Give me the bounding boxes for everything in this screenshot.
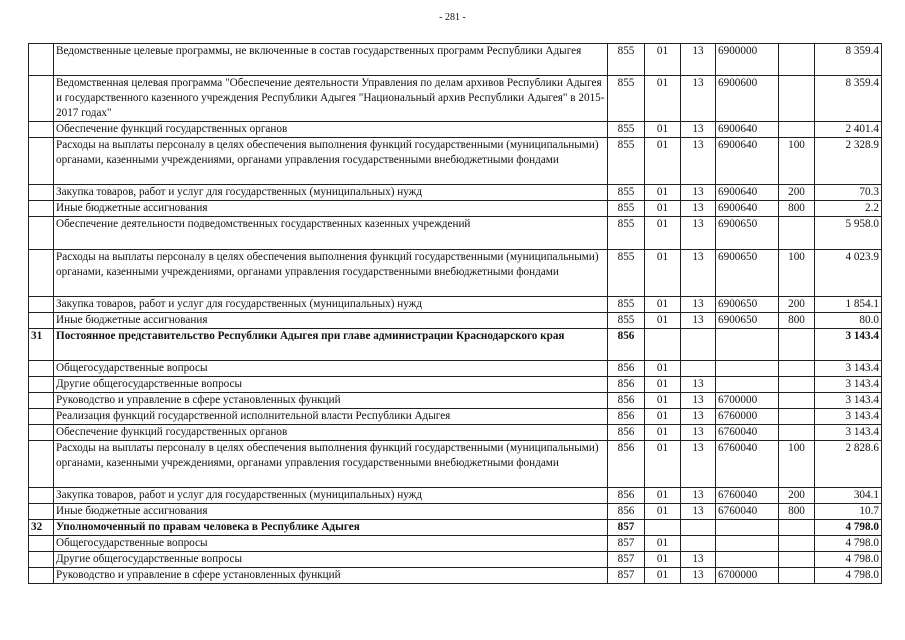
department-code-cell: 855 [608, 44, 645, 76]
item-name-cell: Ведомственная целевая программа "Обеспечение деятельности Управления по делам архивов Республики Адыгея и государственного казенного учреждения Республики Адыгея "Национальный архив Республики Адыгея" в 2015-2017 годах" [54, 76, 608, 122]
section-code-cell: 01 [645, 552, 681, 568]
section-code-cell: 01 [645, 409, 681, 425]
subsection-code-cell: 13 [681, 568, 716, 584]
subsection-code-cell: 13 [681, 377, 716, 393]
department-code-cell: 857 [608, 536, 645, 552]
expense-type-cell [779, 520, 815, 536]
department-code-cell: 856 [608, 504, 645, 520]
amount-cell: 80.0 [815, 313, 882, 329]
subsection-code-cell: 13 [681, 217, 716, 250]
row-number-cell [29, 552, 54, 568]
amount-cell: 3 143.4 [815, 425, 882, 441]
item-name-cell: Другие общегосударственные вопросы [54, 377, 608, 393]
row-number-cell: 31 [29, 329, 54, 361]
section-code-cell: 01 [645, 361, 681, 377]
item-name-cell: Иные бюджетные ассигнования [54, 313, 608, 329]
amount-cell: 4 023.9 [815, 250, 882, 297]
item-name-cell: Обеспечение функций государственных органов [54, 425, 608, 441]
expense-type-cell [779, 568, 815, 584]
target-article-cell: 6900650 [716, 297, 779, 313]
table-row [29, 409, 882, 425]
target-article-cell: 6900600 [716, 76, 779, 122]
target-article-cell: 6900650 [716, 250, 779, 297]
department-code-cell: 855 [608, 201, 645, 217]
table-row [29, 313, 882, 329]
subsection-code-cell: 13 [681, 488, 716, 504]
target-article-cell: 6900000 [716, 44, 779, 76]
row-number-cell: 32 [29, 520, 54, 536]
row-number-cell [29, 313, 54, 329]
subsection-code-cell [681, 520, 716, 536]
table-row [29, 185, 882, 201]
target-article-cell: 6700000 [716, 568, 779, 584]
amount-cell: 2 828.6 [815, 441, 882, 488]
department-code-cell: 856 [608, 361, 645, 377]
subsection-code-cell: 13 [681, 504, 716, 520]
item-name-cell: Закупка товаров, работ и услуг для государственных (муниципальных) нужд [54, 488, 608, 504]
amount-cell: 304.1 [815, 488, 882, 504]
item-name-cell: Иные бюджетные ассигнования [54, 504, 608, 520]
subsection-code-cell: 13 [681, 552, 716, 568]
department-code-cell: 855 [608, 313, 645, 329]
section-code-cell: 01 [645, 568, 681, 584]
item-name-cell: Руководство и управление в сфере установленных функций [54, 568, 608, 584]
amount-cell: 4 798.0 [815, 520, 882, 536]
row-number-cell [29, 377, 54, 393]
department-code-cell: 855 [608, 297, 645, 313]
target-article-cell: 6700000 [716, 393, 779, 409]
item-name-cell: Обеспечение деятельности подведомственных государственных казенных учреждений [54, 217, 608, 250]
item-name-cell: Расходы на выплаты персоналу в целях обеспечения выполнения функций государственными (муниципальными) органами, казенными учреждениями, органами управления государственными внебюджетными фондами [54, 250, 608, 297]
row-number-cell [29, 44, 54, 76]
expense-type-cell [779, 76, 815, 122]
expense-type-cell [779, 425, 815, 441]
row-number-cell [29, 441, 54, 488]
department-code-cell: 855 [608, 76, 645, 122]
subsection-code-cell: 13 [681, 122, 716, 138]
amount-cell: 8 359.4 [815, 44, 882, 76]
subsection-code-cell: 13 [681, 409, 716, 425]
target-article-cell: 6900650 [716, 217, 779, 250]
expense-type-cell [779, 217, 815, 250]
target-article-cell: 6900640 [716, 138, 779, 185]
expense-type-cell: 800 [779, 313, 815, 329]
table-row [29, 520, 882, 536]
amount-cell: 3 143.4 [815, 393, 882, 409]
expense-type-cell [779, 361, 815, 377]
row-number-cell [29, 361, 54, 377]
table-row [29, 393, 882, 409]
section-code-cell: 01 [645, 44, 681, 76]
subsection-code-cell [681, 329, 716, 361]
expense-type-cell [779, 329, 815, 361]
page-number: - 281 - [439, 12, 466, 23]
target-article-cell: 6760040 [716, 504, 779, 520]
subsection-code-cell: 13 [681, 313, 716, 329]
row-number-cell [29, 536, 54, 552]
item-name-cell: Уполномоченный по правам человека в Республике Адыгея [54, 520, 608, 536]
target-article-cell: 6760040 [716, 425, 779, 441]
amount-cell: 4 798.0 [815, 568, 882, 584]
subsection-code-cell: 13 [681, 441, 716, 488]
table-row [29, 329, 882, 361]
amount-cell: 2.2 [815, 201, 882, 217]
table-row [29, 44, 882, 76]
subsection-code-cell [681, 361, 716, 377]
table-row [29, 361, 882, 377]
section-code-cell: 01 [645, 217, 681, 250]
item-name-cell: Общегосударственные вопросы [54, 361, 608, 377]
amount-cell: 8 359.4 [815, 76, 882, 122]
target-article-cell: 6900640 [716, 122, 779, 138]
table-row [29, 250, 882, 297]
target-article-cell: 6760040 [716, 441, 779, 488]
table-row [29, 568, 882, 584]
subsection-code-cell: 13 [681, 185, 716, 201]
item-name-cell: Постоянное представительство Республики Адыгея при главе администрации Краснодарского края [54, 329, 608, 361]
table-row [29, 122, 882, 138]
section-code-cell: 01 [645, 536, 681, 552]
target-article-cell [716, 361, 779, 377]
row-number-cell [29, 122, 54, 138]
section-code-cell: 01 [645, 76, 681, 122]
table-row [29, 138, 882, 185]
table-row [29, 217, 882, 250]
amount-cell: 2 401.4 [815, 122, 882, 138]
budget-table-body [29, 44, 882, 584]
department-code-cell: 855 [608, 185, 645, 201]
department-code-cell: 856 [608, 377, 645, 393]
section-code-cell: 01 [645, 393, 681, 409]
amount-cell: 4 798.0 [815, 536, 882, 552]
item-name-cell: Реализация функций государственной исполнительной власти Республики Адыгея [54, 409, 608, 425]
table-row [29, 504, 882, 520]
subsection-code-cell: 13 [681, 76, 716, 122]
item-name-cell: Обеспечение функций государственных органов [54, 122, 608, 138]
expense-type-cell [779, 44, 815, 76]
subsection-code-cell: 13 [681, 425, 716, 441]
expense-type-cell [779, 536, 815, 552]
amount-cell: 2 328.9 [815, 138, 882, 185]
department-code-cell: 856 [608, 409, 645, 425]
department-code-cell: 856 [608, 441, 645, 488]
row-number-cell [29, 250, 54, 297]
section-code-cell: 01 [645, 488, 681, 504]
expense-type-cell [779, 409, 815, 425]
table-row [29, 552, 882, 568]
expense-type-cell: 200 [779, 297, 815, 313]
target-article-cell [716, 552, 779, 568]
table-row [29, 441, 882, 488]
section-code-cell: 01 [645, 504, 681, 520]
subsection-code-cell: 13 [681, 44, 716, 76]
amount-cell: 3 143.4 [815, 329, 882, 361]
table-row [29, 425, 882, 441]
expense-type-cell: 200 [779, 488, 815, 504]
expense-type-cell [779, 122, 815, 138]
section-code-cell: 01 [645, 122, 681, 138]
section-code-cell: 01 [645, 313, 681, 329]
expense-type-cell: 100 [779, 441, 815, 488]
row-number-cell [29, 297, 54, 313]
table-row [29, 297, 882, 313]
section-code-cell [645, 329, 681, 361]
department-code-cell: 855 [608, 217, 645, 250]
expense-type-cell [779, 393, 815, 409]
section-code-cell: 01 [645, 201, 681, 217]
amount-cell: 3 143.4 [815, 409, 882, 425]
amount-cell: 4 798.0 [815, 552, 882, 568]
target-article-cell [716, 536, 779, 552]
item-name-cell: Расходы на выплаты персоналу в целях обеспечения выполнения функций государственными (муниципальными) органами, казенными учреждениями, органами управления государственными внебюджетными фондами [54, 138, 608, 185]
table-row [29, 201, 882, 217]
table-row [29, 377, 882, 393]
section-code-cell: 01 [645, 138, 681, 185]
row-number-cell [29, 76, 54, 122]
item-name-cell: Руководство и управление в сфере установленных функций [54, 393, 608, 409]
item-name-cell: Другие общегосударственные вопросы [54, 552, 608, 568]
expense-type-cell: 200 [779, 185, 815, 201]
target-article-cell: 6900640 [716, 201, 779, 217]
expense-type-cell [779, 552, 815, 568]
row-number-cell [29, 425, 54, 441]
row-number-cell [29, 185, 54, 201]
item-name-cell: Расходы на выплаты персоналу в целях обеспечения выполнения функций государственными (муниципальными) органами, казенными учреждениями, органами управления государственными внебюджетными фондами [54, 441, 608, 488]
target-article-cell [716, 520, 779, 536]
amount-cell: 3 143.4 [815, 361, 882, 377]
row-number-cell [29, 201, 54, 217]
expense-type-cell [779, 377, 815, 393]
section-code-cell: 01 [645, 425, 681, 441]
subsection-code-cell: 13 [681, 250, 716, 297]
amount-cell: 70.3 [815, 185, 882, 201]
department-code-cell: 855 [608, 138, 645, 185]
section-code-cell: 01 [645, 297, 681, 313]
section-code-cell [645, 520, 681, 536]
item-name-cell: Общегосударственные вопросы [54, 536, 608, 552]
subsection-code-cell: 13 [681, 138, 716, 185]
item-name-cell: Ведомственные целевые программы, не включенные в состав государственных программ Республики Адыгея [54, 44, 608, 76]
table-row [29, 76, 882, 122]
section-code-cell: 01 [645, 441, 681, 488]
budget-table [28, 43, 882, 584]
target-article-cell: 6900640 [716, 185, 779, 201]
table-row [29, 488, 882, 504]
table-row [29, 536, 882, 552]
target-article-cell: 6900650 [716, 313, 779, 329]
subsection-code-cell: 13 [681, 393, 716, 409]
row-number-cell [29, 393, 54, 409]
row-number-cell [29, 138, 54, 185]
department-code-cell: 855 [608, 250, 645, 297]
department-code-cell: 857 [608, 552, 645, 568]
department-code-cell: 857 [608, 520, 645, 536]
expense-type-cell: 800 [779, 201, 815, 217]
expense-type-cell: 100 [779, 250, 815, 297]
amount-cell: 10.7 [815, 504, 882, 520]
section-code-cell: 01 [645, 250, 681, 297]
subsection-code-cell [681, 536, 716, 552]
department-code-cell: 856 [608, 329, 645, 361]
row-number-cell [29, 568, 54, 584]
amount-cell: 5 958.0 [815, 217, 882, 250]
department-code-cell: 856 [608, 425, 645, 441]
amount-cell: 3 143.4 [815, 377, 882, 393]
department-code-cell: 856 [608, 393, 645, 409]
row-number-cell [29, 409, 54, 425]
subsection-code-cell: 13 [681, 297, 716, 313]
target-article-cell [716, 329, 779, 361]
item-name-cell: Закупка товаров, работ и услуг для государственных (муниципальных) нужд [54, 297, 608, 313]
row-number-cell [29, 488, 54, 504]
section-code-cell: 01 [645, 185, 681, 201]
expense-type-cell: 100 [779, 138, 815, 185]
department-code-cell: 855 [608, 122, 645, 138]
row-number-cell [29, 217, 54, 250]
target-article-cell: 6760040 [716, 488, 779, 504]
section-code-cell: 01 [645, 377, 681, 393]
target-article-cell: 6760000 [716, 409, 779, 425]
item-name-cell: Закупка товаров, работ и услуг для государственных (муниципальных) нужд [54, 185, 608, 201]
target-article-cell [716, 377, 779, 393]
amount-cell: 1 854.1 [815, 297, 882, 313]
department-code-cell: 857 [608, 568, 645, 584]
subsection-code-cell: 13 [681, 201, 716, 217]
expense-type-cell: 800 [779, 504, 815, 520]
item-name-cell: Иные бюджетные ассигнования [54, 201, 608, 217]
department-code-cell: 856 [608, 488, 645, 504]
row-number-cell [29, 504, 54, 520]
